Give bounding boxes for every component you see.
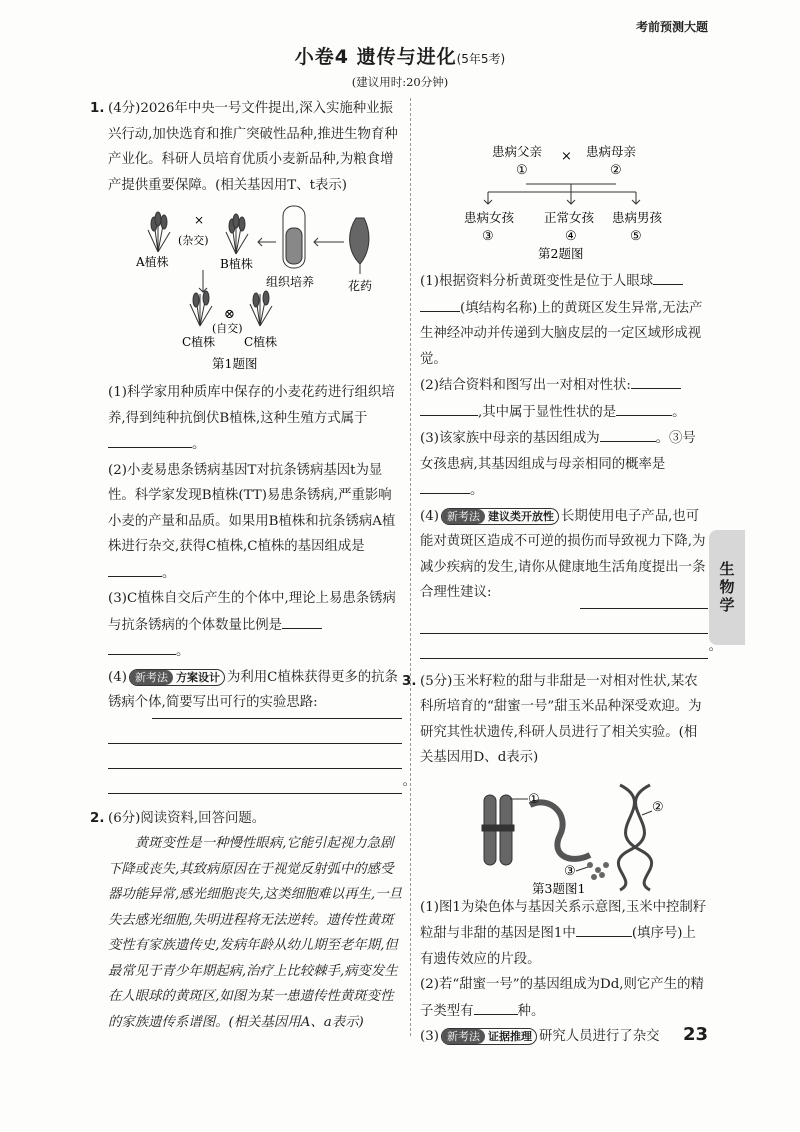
cross-sign: × <box>561 149 572 164</box>
figure-caption: 第1题图 <box>212 356 258 371</box>
q2-part3-text: (3)该家族中母亲的基因组成为 <box>420 431 600 446</box>
answer-blank[interactable] <box>631 372 681 389</box>
q1-part2-text: (2)小麦易患条锈病基因T对抗条锈病基因t为显性。科学家发现B植株(TT)易患条锈病,严重影响小麦的产量和品质。如果用B植株和抗条锈病A植株进行杂交,获得C植株,C植株的基因组成是 <box>108 462 396 554</box>
q2-part2-text: (2)结合资料和图写出一对相对性状: <box>420 378 631 393</box>
selfing-sign: ⊗ <box>224 307 235 322</box>
father-label: 患病父亲 <box>492 144 543 159</box>
q1-part1-text: (1)科学家用种质库中保存的小麦花药进行组织培养,得到纯种抗倒伏B植株,这种生殖方式属于 <box>108 385 395 426</box>
label-3: ③ <box>564 863 576 879</box>
q3-part1-text: (1)图1为染色体与基因关系示意图,玉米中控制籽粒甜与非甜的基因是图1中 <box>420 899 707 941</box>
q2-part3-mid: 。③号女孩患病,其基因组成与母亲相同的概率是 <box>420 431 696 472</box>
q3-part3 <box>420 1024 708 1050</box>
node-3: ③ <box>482 229 494 244</box>
q2-part2-mid: ,其中属于显性性状的是 <box>478 404 617 420</box>
answer-blank[interactable] <box>108 431 192 448</box>
question-3 <box>402 669 708 1050</box>
answer-line[interactable] <box>108 744 402 769</box>
question-stem: (6分)阅读资料,回答问题。 <box>108 810 266 826</box>
new-method-tag <box>441 1028 537 1045</box>
title-sub: (5年5考) <box>456 52 506 66</box>
answer-blank[interactable] <box>653 268 683 285</box>
answer-line[interactable] <box>580 584 708 609</box>
selfing-label: (自交) <box>212 322 243 335</box>
q2-part4-number: (4) <box>420 508 439 524</box>
test-tube <box>283 206 305 268</box>
new-method-tag <box>441 508 559 525</box>
q2-part2 <box>420 372 708 425</box>
child-3-label: 患病男孩 <box>612 210 663 225</box>
q3-part2-text: (2)若“甜蜜一号”的基因组成为Dd,则它产生的精子类型有 <box>420 977 704 1019</box>
node-2: ② <box>610 163 622 178</box>
q2-part1-end: (填结构名称)上的黄斑区发生异常,无法产生神经冲动并传递到大脑皮层的一定区域形成视觉。 <box>420 300 703 367</box>
wheat-plant-a <box>148 212 170 252</box>
question-stem: (4分)2026年中央一号文件提出,深入实施种业振兴行动,加快选育和推广突破性品种,推进生物育种产业化。科研人员培育优质小麦新品种,为粮食增产提供重要保障。(相关基因用T、t表示) <box>108 101 398 193</box>
page-number: 23 <box>682 1024 708 1045</box>
q2-part1-text: (1)根据资料分析黄斑变性是位于人眼球 <box>420 274 654 289</box>
figure-caption: 第2题图 <box>538 246 584 261</box>
answer-blank[interactable] <box>616 399 672 416</box>
answer-blank[interactable] <box>282 612 322 629</box>
header-tag: 考前预测大题 <box>635 20 708 34</box>
wheat-plant-b <box>226 214 248 254</box>
answer-blank[interactable] <box>474 998 518 1015</box>
q2-part2-end: 。 <box>672 404 686 420</box>
chromosome-dna-diagram <box>420 775 708 895</box>
tag-new-method: 新考法 <box>130 670 173 685</box>
question-number: 3. <box>402 673 417 689</box>
dna-helix-icon <box>618 785 651 890</box>
q2-part1 <box>420 268 708 372</box>
new-method-tag <box>129 669 225 686</box>
answer-line[interactable] <box>108 769 402 794</box>
q1-part3-text: (3)C植株自交后产生的个体中,理论上易患条锈病与抗条锈病的个体数量比例是 <box>108 591 396 633</box>
q1-part2-end: 。 <box>162 565 176 581</box>
page-title <box>0 42 800 69</box>
tag-new-method: 新考法 <box>442 1029 485 1044</box>
cross-sign: × <box>194 213 205 227</box>
mother-label: 患病母亲 <box>586 144 637 159</box>
chromatin-coil-icon <box>530 802 590 859</box>
suggested-time: (建议用时:20分钟) <box>351 75 449 89</box>
node-4: ④ <box>565 229 577 244</box>
label-2: ② <box>652 799 664 815</box>
pedigree-chart <box>420 142 708 262</box>
q1-part3 <box>108 586 402 665</box>
question-number: 2. <box>90 810 105 826</box>
answer-line[interactable] <box>420 609 708 634</box>
c1-plant-label: C植株 <box>182 335 216 349</box>
figure-caption: 第3题图1 <box>532 880 586 896</box>
q3-part2-end: 种。 <box>517 1003 545 1019</box>
reading-material: 黄斑变性是一种慢性眼病,它能引起视力急剧下降或丧失,其致病原因在于视觉反射弧中的感受器功能异常,感光细胞丧失,这类细胞难以再生,一旦失去感光细胞,失明进程将无法逆转。遗传性黄斑变性有家族遗传史,发病年龄从幼儿期至老年期,但最常见于青少年期起病,治疗上比较棘手,病变发生在人眼球的黄斑区,如图为某一患遗传性黄斑变性的家族遗传系谱图。(相关基因用A、a表示) <box>108 836 402 1030</box>
child-1-label: 患病女孩 <box>464 210 515 225</box>
hybrid-label: (杂交) <box>178 234 209 247</box>
tag-new-method: 新考法 <box>442 509 485 524</box>
q3-part3-text: 研究人员进行了杂交 <box>538 1029 660 1044</box>
column-divider <box>410 98 411 1036</box>
pedigree-figure <box>420 142 708 262</box>
q2-part3-end: 。 <box>470 483 484 498</box>
answer-blank[interactable] <box>600 425 656 442</box>
question-stem: (5分)玉米籽粒的甜与非甜是一对相对性状,某农科所培育的“甜蜜一号”甜玉米品种深受欢迎。为研究其性状遗传,科研人员进行了相关实验。(相关基因用D、d表示) <box>420 673 702 765</box>
answer-blank[interactable] <box>420 399 478 416</box>
q1-part1-end: 。 <box>192 437 206 452</box>
q1-part4-text: 为利用C植株获得更多的抗条锈病个体,简要写出可行的实验思路: <box>108 669 398 710</box>
q1-part1 <box>108 380 402 458</box>
question-1 <box>90 96 402 794</box>
answer-blank[interactable] <box>576 920 632 937</box>
tag-evidence: 证据推理 <box>487 1030 532 1043</box>
label-1: ① <box>528 791 540 807</box>
answer-line[interactable] <box>108 719 402 744</box>
title-main: 小卷4 遗传与进化 <box>294 46 457 68</box>
c2-plant-label: C植株 <box>244 335 278 349</box>
left-column <box>90 96 402 1030</box>
breeding-diagram <box>108 204 402 372</box>
tag-open-suggestion: 建议类开放性 <box>487 509 554 523</box>
anther-label: 花药 <box>348 279 373 293</box>
anther-icon <box>350 218 369 274</box>
q3-part2 <box>420 972 708 1024</box>
q3-part1 <box>420 895 708 973</box>
tissue-culture-label: 组织培养 <box>266 275 315 289</box>
q1-part3-end: 。 <box>176 644 190 659</box>
node-5: ⑤ <box>630 229 642 244</box>
b-plant-label: B植株 <box>220 257 253 271</box>
answer-blank[interactable] <box>420 477 470 494</box>
figure-1 <box>108 204 402 372</box>
figure-3 <box>420 775 708 895</box>
a-plant-label: A植株 <box>136 255 169 269</box>
right-column <box>402 96 708 1050</box>
answer-line[interactable] <box>420 634 708 659</box>
answer-blank[interactable] <box>108 638 176 655</box>
subject-side-tab <box>709 530 745 645</box>
subject-label: 生物学 <box>717 560 736 615</box>
q1-part4-number: (4) <box>108 669 127 685</box>
q1-part2 <box>108 458 402 587</box>
question-number: 1. <box>90 101 105 116</box>
chromosome-icon <box>482 795 514 865</box>
material-continued-spacer <box>420 96 708 142</box>
q2-part3 <box>420 425 708 504</box>
tag-design: 方案设计 <box>175 670 220 684</box>
wheat-plant-c1 <box>190 291 212 326</box>
nucleotide-dots <box>587 862 609 880</box>
child-2-label: 正常女孩 <box>544 210 595 225</box>
question-2 <box>90 806 402 1030</box>
pedigree-lines <box>484 184 640 204</box>
node-1: ① <box>516 163 528 178</box>
q2-part4-text: 长期使用电子产品,也可能对黄斑区造成不可逆的损伤而导致视力下降,为减少疾病的发生,请你从健康地生活角度提出一条合理性建议: <box>420 508 706 600</box>
answer-blank[interactable] <box>108 560 162 577</box>
q3-part3-number: (3) <box>420 1029 439 1044</box>
wheat-plant-c2 <box>250 291 272 326</box>
q3-part1-end: (填序号)上有遗传效应的片段。 <box>420 926 696 967</box>
answer-blank[interactable] <box>420 295 460 312</box>
